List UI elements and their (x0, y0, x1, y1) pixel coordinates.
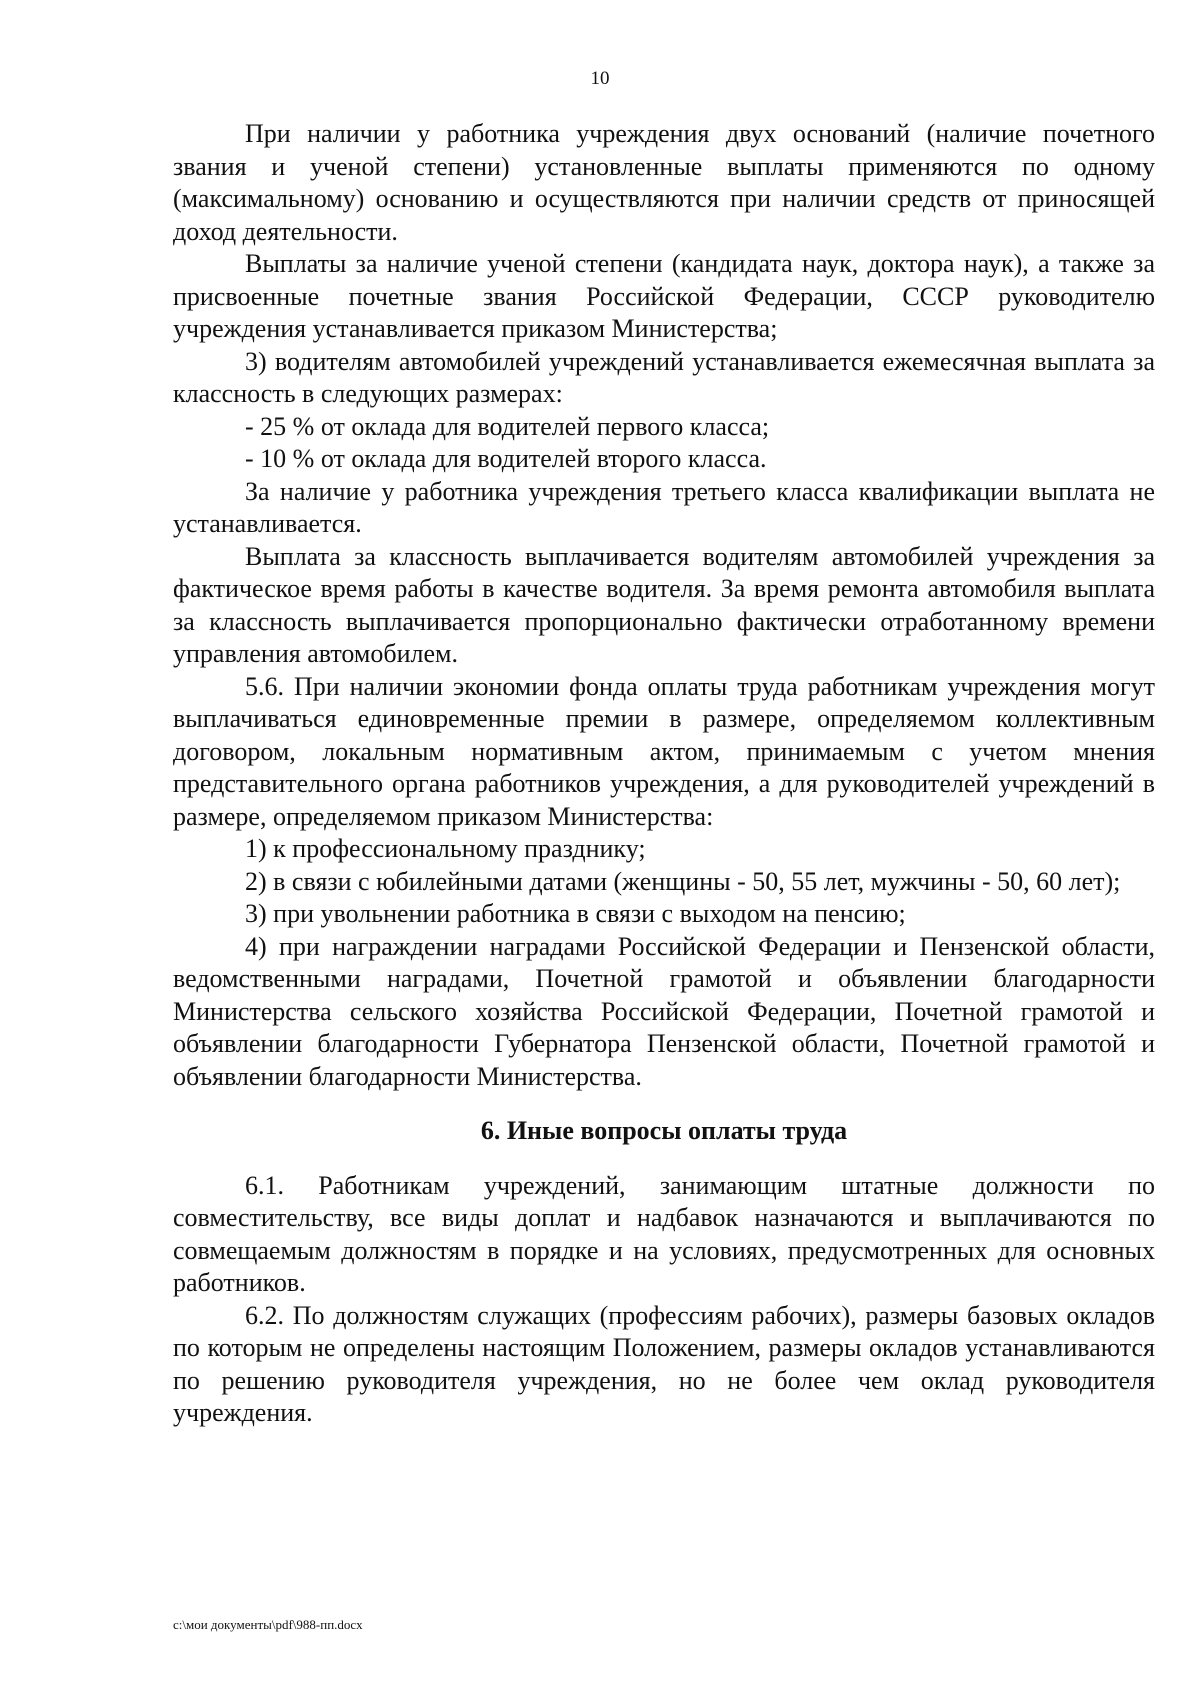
footer-file-path: c:\мои документы\pdf\988-пп.docx (173, 1617, 363, 1632)
list-item: 3) при увольнении работника в связи с выходом на пенсию; (245, 899, 906, 928)
paragraph: При наличии у работника учреждения двух оснований (наличие почетного звания и ученой степени) установленные выплаты применяются по одному (максимальному) основанию и осуществляются при наличии средств от приносящей доход деятельности. (173, 119, 1155, 246)
paragraph: 5.6. При наличии экономии фонда оплаты труда работникам учреждения могут выплачиваться единовременные премии в размере, определяемом коллективным договором, локальным нормативным актом, принимаемым с учетом мнения представительного органа работников учреждения, а для руководителей учреждений в размере, определяемом приказом Министерства: (173, 671, 1155, 831)
paragraph: 3) водителям автомобилей учреждений устанавливается ежемесячная выплата за классность в следующих размерах: (173, 346, 1155, 408)
paragraph: 6.1. Работникам учреждений, занимающим штатные должности по совместительству, все виды доплат и надбавок назначаются и выплачиваются по совмещаемым должностям в порядке и на условиях, предусмотренных для основных работников. (173, 1170, 1155, 1297)
list-item: - 10 % от оклада для водителей второго класса. (245, 444, 767, 473)
list-item: 2) в связи с юбилейными датами (женщины - 50, 55 лет, мужчины - 50, 60 лет); (245, 866, 1121, 896)
list-item: 1) к профессиональному празднику; (245, 834, 646, 863)
page-number: 10 (590, 68, 610, 89)
list-item: - 25 % от оклада для водителей первого класса; (245, 411, 770, 441)
paragraph: За наличие у работника учреждения третьего класса квалификации выплата не устанавливается. (173, 476, 1155, 538)
paragraph: Выплаты за наличие ученой степени (кандидата наук, доктора наук), а также за присвоенные почетные звания Российской Федерации, СССР руководителю учреждения устанавливается приказом Министерства; (173, 249, 1155, 343)
list-item: 4) при награждении наградами Российской Федерации и Пензенской области, ведомственными наградами, Почетной грамотой и объявлении благодарности Министерства сельского хозяйства Российской Федерации, Почетной грамотой и объявлении благодарности Губернатора Пензенской области, Почетной грамотой и объявлении благодарности Министерства. (173, 931, 1155, 1091)
section-heading: 6. Иные вопросы оплаты труда (480, 1116, 848, 1145)
paragraph: 6.2. По должностям служащих (профессиям рабочих), размеры базовых окладов по которым не определены настоящим Положением, размеры окладов устанавливаются по решению руководителя учреждения, но не более чем оклад руководителя учреждения. (173, 1300, 1155, 1427)
paragraph: Выплата за классность выплачивается водителям автомобилей учреждения за фактическое время работы в качестве водителя. За время ремонта автомобиля выплата за классность выплачивается пропорционально фактически отработанному времени управления автомобилем. (173, 541, 1155, 668)
document-body (173, 118, 1155, 1430)
